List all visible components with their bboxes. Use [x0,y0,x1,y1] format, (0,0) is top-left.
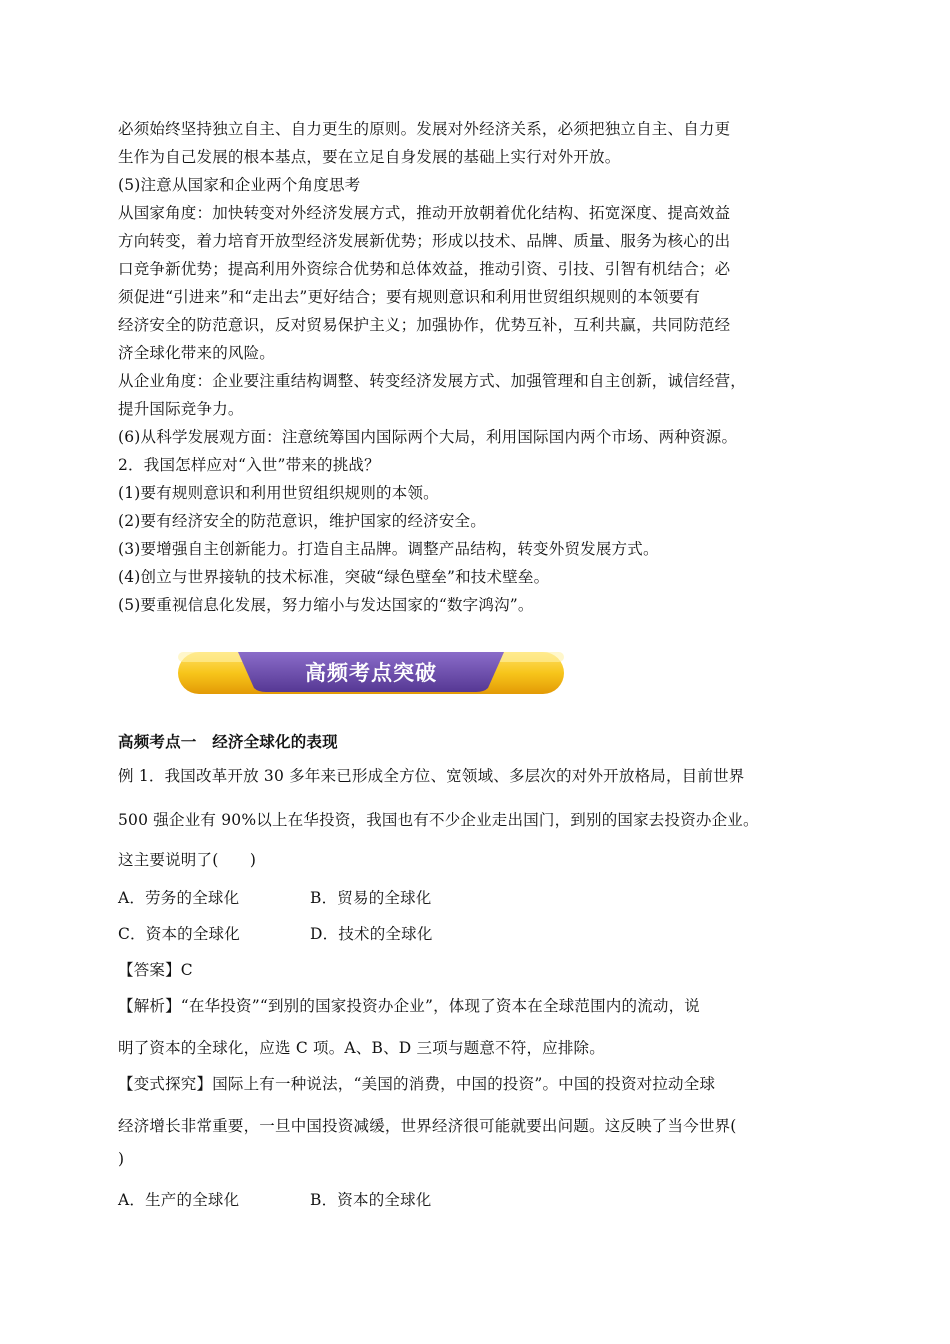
analysis-line: 明了资本的全球化，应选 C 项。A、B、D 三项与题意不符，应排除。 [118,1039,605,1057]
paragraph-line: 方向转变，着力培育开放型经济发展新优势；形成以技术、品牌、质量、服务为核心的出 [118,232,731,250]
paragraph-line: 提升国际竞争力。 [118,400,244,418]
paragraph-line: 从企业角度：企业要注重结构调整、转变经济发展方式、加强管理和自主创新，诚信经营， [118,372,747,390]
option-d: D．技术的全球化 [310,925,433,943]
paragraph-line: (3)要增强自主创新能力。打造自主品牌。调整产品结构，转变外贸发展方式。 [118,540,659,558]
paragraph-line: (1)要有规则意识和利用世贸组织规则的本领。 [118,484,439,502]
paragraph-line: (5)要重视信息化发展，努力缩小与发达国家的“数字鸿沟”。 [118,596,534,614]
paragraph-line: 须促进“引进来”和“走出去”更好结合；要有规则意识和利用世贸组织规则的本领要有 [118,288,700,306]
answer-line: 【答案】C [118,961,193,979]
paragraph-line: 从国家角度：加快转变对外经济发展方式，推动开放朝着优化结构、拓宽深度、提高效益 [118,204,731,222]
variant-line: 经济增长非常重要，一旦中国投资减缓，世界经济很可能就要出问题。这反映了当今世界( [118,1117,737,1135]
paragraph-line: 经济安全的防范意识，反对贸易保护主义；加强协作，优势互补，互利共赢，共同防范经 [118,316,731,334]
paragraph-line: 济全球化带来的风险。 [118,344,276,362]
example-line: 500 强企业有 90%以上在华投资，我国也有不少企业走出国门，到别的国家去投资办企业。 [118,811,759,829]
section-1-text [118,115,838,619]
paragraph-line: 生作为自己发展的根本基点，要在立足自身发展的基础上实行对外开放。 [118,148,621,166]
paragraph-line: 口竞争新优势；提高利用外资综合优势和总体效益，推动引资、引技、引智有机结合；必 [118,260,731,278]
section-2 [118,730,838,1230]
analysis-line: 【解析】“在华投资”“到别的国家投资办企业”，体现了资本在全球范围内的流动，说 [118,997,700,1015]
paragraph-line: (4)创立与世界接轨的技术标准，突破“绿色壁垒”和技术壁垒。 [118,568,550,586]
paragraph-line: 必须始终坚持独立自主、自力更生的原则。发展对外经济关系，必须把独立自主、自力更 [118,120,731,138]
topic-heading: 高频考点一 经济全球化的表现 [118,733,338,751]
example-line: 例 1．我国改革开放 30 多年来已形成全方位、宽领域、多层次的对外开放格局，目前世界 [118,767,745,785]
example-line: 这主要说明了( ) [118,851,257,869]
variant-line: 【变式探究】国际上有一种说法，“美国的消费，中国的投资”。中国的投资对拉动全球 [118,1075,716,1093]
variant-line: ) [118,1150,125,1168]
paragraph-line: 2．我国怎样应对“入世”带来的挑战？ [118,456,380,474]
option-b: B．贸易的全球化 [310,889,432,907]
paragraph-line: (2)要有经济安全的防范意识，维护国家的经济安全。 [118,512,486,530]
option-c: C．资本的全球化 [118,925,240,943]
banner-title: 高频考点突破 [305,661,437,685]
section-banner [176,648,566,696]
option-a: A．生产的全球化 [118,1191,240,1209]
option-a: A．劳务的全球化 [118,889,240,907]
paragraph-line: (5)注意从国家和企业两个角度思考 [118,176,361,194]
paragraph-line: (6)从科学发展观方面：注意统筹国内国际两个大局，利用国际国内两个市场、两种资源。 [118,428,738,446]
option-b: B．资本的全球化 [310,1191,432,1209]
